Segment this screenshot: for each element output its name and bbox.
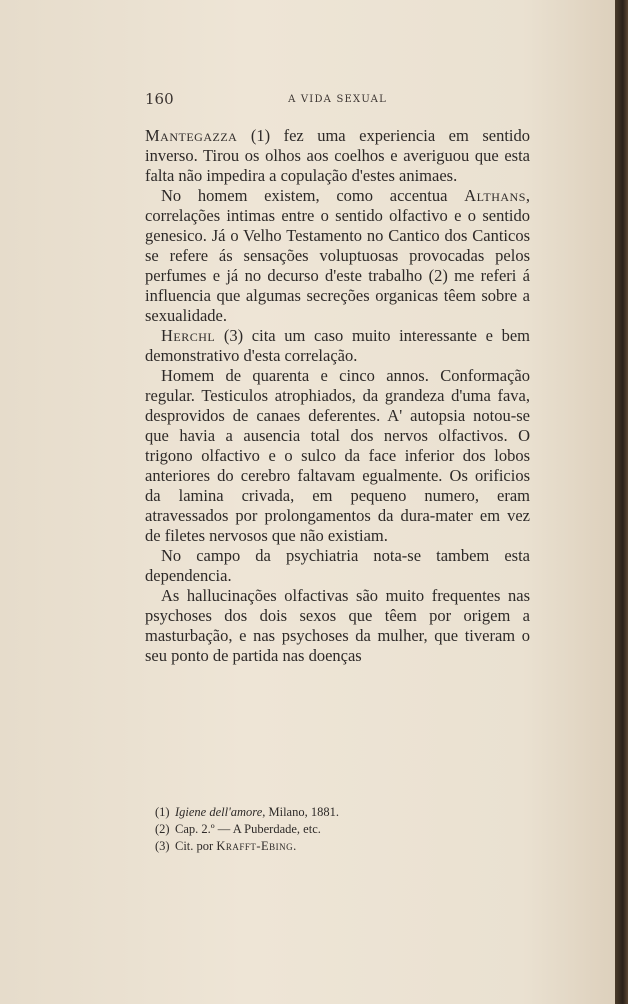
- footnote-text: , Milano, 1881.: [262, 805, 339, 819]
- paragraph-text: (1) fez uma experiencia em sentido inverso. Tirou os olhos aos coelhos e averiguou que esta falta não impedira a copulação d'estes animaes.: [145, 126, 530, 185]
- footnote-mark: (2): [155, 822, 170, 836]
- footnote: [155, 838, 455, 855]
- footnote-text: Cit. por: [175, 839, 217, 853]
- paragraph-text: No homem existem, como accentua: [161, 186, 465, 205]
- footnote-title: Igiene dell'amore: [175, 805, 263, 819]
- paragraph: [145, 326, 530, 366]
- footnotes: [155, 804, 455, 855]
- footnote-mark: (3): [155, 839, 170, 853]
- paragraph-text: , correlações intimas entre o sentido olfactivo e o sentido genesico. Já o Velho Testamento no Cantico dos Canticos se refere ás sensações voluptuosas provocadas pelos perfumes e já no decurso d'este trabalho (2) me referi á influencia que algumas secreções organicas têem sobre a sexualidade.: [145, 186, 530, 325]
- book-spine-edge: [615, 0, 628, 1004]
- footnote-text: .: [293, 839, 297, 853]
- author-name: Herchl: [161, 326, 216, 345]
- footnote-text: Cap. 2.º — A Puberdade, etc.: [175, 822, 321, 836]
- paragraph-text: (3) cita um caso muito interessante e bem demonstrativo d'esta correlação.: [145, 326, 530, 365]
- paragraph: [145, 186, 530, 326]
- running-title: A VIDA SEXUAL: [288, 94, 387, 105]
- paragraph: No campo da psychiatria nota-se tambem esta dependencia.: [145, 546, 530, 585]
- footnote: [155, 804, 455, 821]
- author-name: Krafft-Ebing: [216, 839, 294, 853]
- paragraph: [145, 126, 530, 186]
- author-name: Althans: [464, 186, 526, 205]
- body-text: [145, 126, 530, 666]
- footnote-mark: (1): [155, 805, 170, 819]
- page-header: [145, 90, 530, 110]
- page-number: 160: [145, 90, 174, 108]
- footnote: [155, 821, 455, 838]
- paragraph: As hallucinações olfactivas são muito frequentes nas psychoses dos dois sexos que têem por origem a masturbação, e nas psychoses da mulher, que tiveram o seu ponto de partida nas doenças: [145, 586, 530, 665]
- author-name: Mantegazza: [145, 126, 238, 145]
- paragraph: Homem de quarenta e cinco annos. Conformação regular. Testiculos atrophiados, da grandeza d'uma fava, desprovidos de canaes deferentes. A' autopsia notou-se que havia a ausencia total dos nervos olfactivos. O trigono olfactivo e o sulco da face inferior dos lobos anteriores do cerebro faltavam egualmente. Os orificios da lamina crivada, em pequeno numero, eram atravessados por prolongamentos da dura-mater em vez de filetes nervosos que não existiam.: [145, 366, 530, 545]
